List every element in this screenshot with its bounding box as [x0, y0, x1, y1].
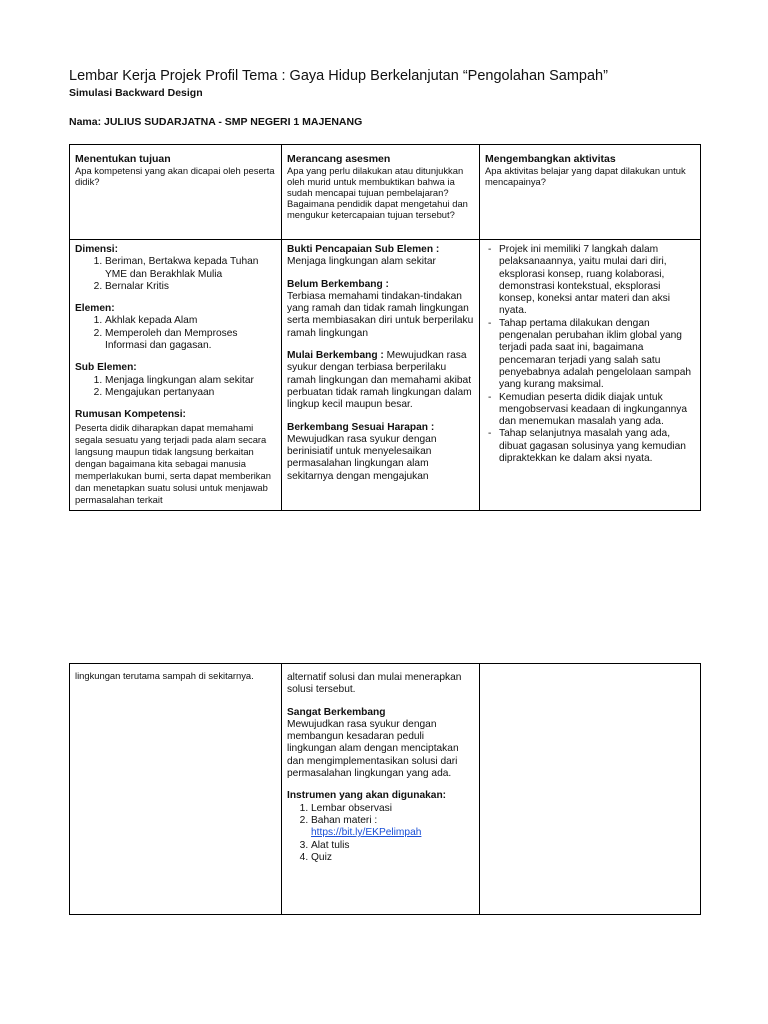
asesmen-cell-continued — [282, 664, 480, 915]
list-item: - Tahap selanjutnya masalah yang ada, dibuat gagasan solusinya yang kemudian dipraktekkan ke dalam aksi nyata. — [485, 428, 695, 465]
document-title: Lembar Kerja Projek Profil Tema : Gaya Hidup Berkelanjutan “Pengolahan Sampah” — [69, 68, 608, 84]
belum-berkembang-text: Terbiasa memahami tindakan-tindakan yang ramah dan tidak ramah lingkungan serta membiasakan diri untuk berperilaku ramah lingkungan — [287, 290, 474, 339]
author-name-line: Nama: JULIUS SUDARJATNA - SMP NEGERI 1 MAJENANG — [69, 116, 363, 128]
list-item: 4. Quiz — [311, 852, 474, 864]
column-question-asesmen: Apa yang perlu dilakukan atau ditunjukkan oleh murid untuk membuktikan bahwa ia sudah mencapai tujuan pembelajaran? Bagaimana pendidik dapat mengetahui dan mengukur ketercapaian tujuan tersebut? — [287, 165, 468, 221]
rumusan-kompetensi-label: Rumusan Kompetensi: — [75, 409, 186, 421]
instrumen-label: Instrumen yang akan digunakan: — [287, 790, 447, 802]
instrumen-list — [287, 803, 474, 864]
sangat-berkembang-text: Mewujudkan rasa syukur dengan membangun kesadaran peduli lingkungan alam dengan menciptakan dan mengimplementasikan solusi dari permasalahan lingkungan yang ada. — [287, 718, 459, 780]
sesuai-harapan-text: Mewujudkan rasa syukur dengan berinisiatif untuk menyelesaikan permasalahan lingkungan alam sekitarnya dengan mengajukan — [287, 433, 437, 482]
elemen-label: Elemen: — [75, 303, 115, 315]
list-item: 1. Menjaga lingkungan alam sekitar — [105, 375, 276, 387]
list-item: - Tahap pertama dilakukan dengan pengenalan perubahan iklim global yang terjadi pada saat ini, bagaimana pencemaran terjadi yang salah satu penyebabnya adalah pengelolaan sampah yang kurang maksimal. — [485, 318, 695, 392]
sub-elemen-label: Sub Elemen: — [75, 362, 137, 374]
table-header-row — [70, 145, 701, 240]
mulai-berkembang-block — [287, 350, 474, 411]
sesuai-harapan-label: Berkembang Sesuai Harapan : — [287, 421, 435, 433]
dimensi-list — [75, 256, 276, 293]
table-content-row — [70, 240, 701, 511]
list-item: 2. Mengajukan pertanyaan — [105, 387, 276, 399]
list-item: 1. Akhlak kepada Alam — [105, 315, 276, 327]
aktivitas-cell — [480, 240, 701, 511]
worksheet-table-page-1 — [69, 144, 701, 511]
sub-elemen-list — [75, 375, 276, 400]
bahan-materi-label: Bahan materi : — [311, 814, 378, 826]
column-title-asesmen: Merancang asesmen — [287, 153, 391, 165]
aktivitas-list — [485, 244, 695, 465]
list-item: - Projek ini memiliki 7 langkah dalam pelaksanaannya, yaitu mulai dari diri, eksplorasi konsep, ruang kolaborasi, demonstrasi kontekstual, eksplorasi konsep, koneksi antar materi dan aksi nyata. — [485, 244, 695, 318]
rumusan-kompetensi-continued: lingkungan terutama sampah di sekitarnya. — [75, 670, 254, 681]
dimensi-label: Dimensi: — [75, 244, 119, 255]
worksheet-table-page-2 — [69, 663, 701, 915]
list-item: 2. Memperoleh dan Memproses Informasi dan gagasan. — [105, 328, 276, 353]
table-content-row-continued — [70, 664, 701, 915]
column-title-aktivitas: Mengembangkan aktivitas — [485, 153, 616, 165]
asesmen-cell — [282, 240, 480, 511]
bukti-text: Menjaga lingkungan alam sekitar — [287, 256, 436, 268]
belum-berkembang-label: Belum Berkembang : — [287, 278, 389, 290]
rumusan-kompetensi-text: Peserta didik diharapkan dapat memahami segala sesuatu yang terjadi pada alam secara langsung maupun tidak langsung berkaitan dengan bagaimana kita sebagai manusia memperlakukan bumi, serta dapat memberikan dan menetapkan suatu solusi untuk menjawab permasalahan terkait — [75, 421, 271, 505]
list-item: 3. Alat tulis — [311, 840, 474, 852]
elemen-list — [75, 315, 276, 352]
mulai-berkembang-text: Mewujudkan rasa syukur dengan terbiasa berperilaku ramah lingkungan dan memahami akibat perbuatan tidak ramah lingkungan dalam lingkup kecil maupun besar. — [287, 350, 472, 411]
bahan-materi-link[interactable]: https://bit.ly/EKPelimpah — [311, 827, 422, 839]
tujuan-cell-continued — [70, 664, 282, 915]
document-subtitle: Simulasi Backward Design — [69, 87, 203, 99]
aktivitas-cell-continued — [480, 664, 701, 915]
header-cell-aktivitas — [480, 145, 701, 240]
column-question-tujuan: Apa kompetensi yang akan dicapai oleh peserta didik? — [75, 165, 275, 188]
column-question-aktivitas: Apa aktivitas belajar yang dapat dilakukan untuk mencapainya? — [485, 165, 686, 188]
sangat-berkembang-label: Sangat Berkembang — [287, 706, 386, 718]
tujuan-cell — [70, 240, 282, 511]
header-cell-tujuan — [70, 145, 282, 240]
list-item: 1. Beriman, Bertakwa kepada Tuhan YME dan Berakhlak Mulia — [105, 256, 276, 281]
sesuai-harapan-continued: alternatif solusi dan mulai menerapkan solusi tersebut. — [287, 672, 462, 696]
column-title-tujuan: Menentukan tujuan — [75, 153, 171, 165]
bukti-label: Bukti Pencapaian Sub Elemen : — [287, 244, 440, 255]
list-item: - Kemudian peserta didik diajak untuk mengobservasi keadaan di ingkungannya dan menemukan masalah yang ada. — [485, 392, 695, 429]
list-item: 2. Bernalar Kritis — [105, 281, 276, 293]
list-item: 1. Lembar observasi — [311, 803, 474, 815]
mulai-berkembang-label: Mulai Berkembang : — [287, 350, 384, 362]
header-cell-asesmen — [282, 145, 480, 240]
list-item — [311, 815, 474, 840]
